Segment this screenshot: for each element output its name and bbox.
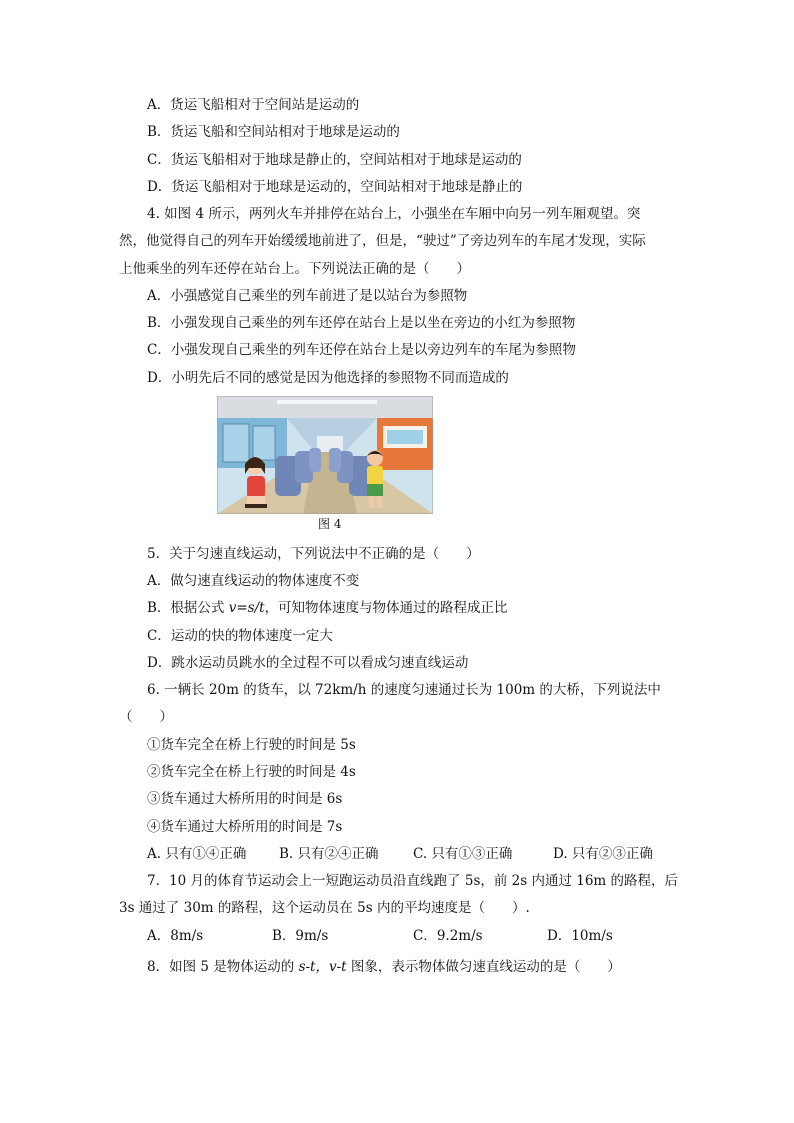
speed-formula: v=s/t: [228, 600, 265, 616]
figure-4-caption: 图 4: [318, 517, 342, 531]
q5-option-a: A．做匀速直线运动的物体速度不变: [147, 573, 360, 589]
q4-stem-line3: 上他乘坐的列车还停在站台上。下列说法正确的是（ ）: [119, 261, 470, 277]
q3-option-b: B．货运飞船和空间站相对于地球是运动的: [147, 124, 400, 140]
q4-stem-line2: 然，他觉得自己的列车开始缓缓地前进了，但是，“驶过”了旁边列车的车尾才发现，实际: [119, 233, 646, 249]
q8-stem: [147, 958, 621, 976]
q5-option-d: D．跳水运动员跳水的全过程不可以看成匀速直线运动: [147, 655, 469, 671]
q6-statement-2: ②货车完全在桥上行驶的时间是 4s: [147, 764, 356, 780]
q7-option-a: A．8m/s: [147, 928, 204, 944]
q3-option-c: C．货运飞船相对于地球是静止的，空间站相对于地球是运动的: [147, 152, 522, 168]
q7-option-d: D．10m/s: [547, 928, 613, 944]
q5-option-c: C．运动的快的物体速度一定大: [147, 628, 333, 644]
q8-stem-suffix: 图象，表示物体做匀速直线运动的是（ ）: [346, 959, 621, 975]
q6-statement-4: ④货车通过大桥所用的时间是 7s: [147, 819, 343, 835]
graph-types: s-t，v-t: [298, 959, 347, 975]
q5-option-b-suffix: ，可知物体速度与物体通过的路程成正比: [264, 600, 508, 616]
q3-option-a: A．货运飞船相对于空间站是运动的: [147, 97, 360, 113]
q6-statement-3: ③货车通过大桥所用的时间是 6s: [147, 791, 343, 807]
q6-stem-line1: 6. 一辆长 20m 的货车，以 72km/h 的速度匀速通过长为 100m 的大桥，下列说法中: [147, 682, 661, 698]
q4-stem-line1: 4. 如图 4 所示，两列火车并排停在站台上，小强坐在车厢中向另一列车厢观望。突: [147, 206, 641, 222]
q5-stem: 5．关于匀速直线运动，下列说法中不正确的是（ ）: [147, 546, 480, 562]
q6-statement-1: ①货车完全在桥上行驶的时间是 5s: [147, 737, 356, 753]
q3-option-d: D．货运飞船相对于地球是运动的，空间站相对于地球是静止的: [147, 179, 523, 195]
q4-option-d: D．小明先后不同的感觉是因为他选择的参照物不同而造成的: [147, 370, 509, 386]
q7-stem-line1: 7．10 月的体育节运动会上一短跑运动员沿直线跑了 5s，前 2s 内通过 16m 的路程，后: [147, 873, 679, 889]
q4-option-c: C．小强发现自己乘坐的列车还停在站台上是以旁边列车的车尾为参照物: [147, 342, 576, 358]
q4-option-b: B．小强发现自己乘坐的列车还停在站台上是以坐在旁边的小红为参照物: [147, 315, 576, 331]
q6-option-d: D. 只有②③正确: [553, 846, 653, 862]
q5-option-b: [147, 599, 508, 617]
q8-stem-prefix: 8．如图 5 是物体运动的: [147, 959, 299, 975]
q6-stem-line2: （ ）: [119, 709, 173, 725]
q6-option-c: C. 只有①③正确: [413, 846, 513, 862]
train-carriage-illustration: [217, 396, 433, 514]
q6-option-b: B. 只有②④正确: [279, 846, 379, 862]
q6-option-a: A. 只有①④正确: [147, 846, 247, 862]
q7-stem-line2: 3s 通过了 30m 的路程，这个运动员在 5s 内的平均速度是（ ）.: [119, 900, 530, 916]
q5-option-b-prefix: B．根据公式: [147, 600, 229, 616]
q7-option-c: C．9.2m/s: [413, 928, 483, 944]
q4-option-a: A．小强感觉自己乘坐的列车前进了是以站台为参照物: [147, 288, 468, 304]
q7-option-b: B．9m/s: [272, 928, 329, 944]
